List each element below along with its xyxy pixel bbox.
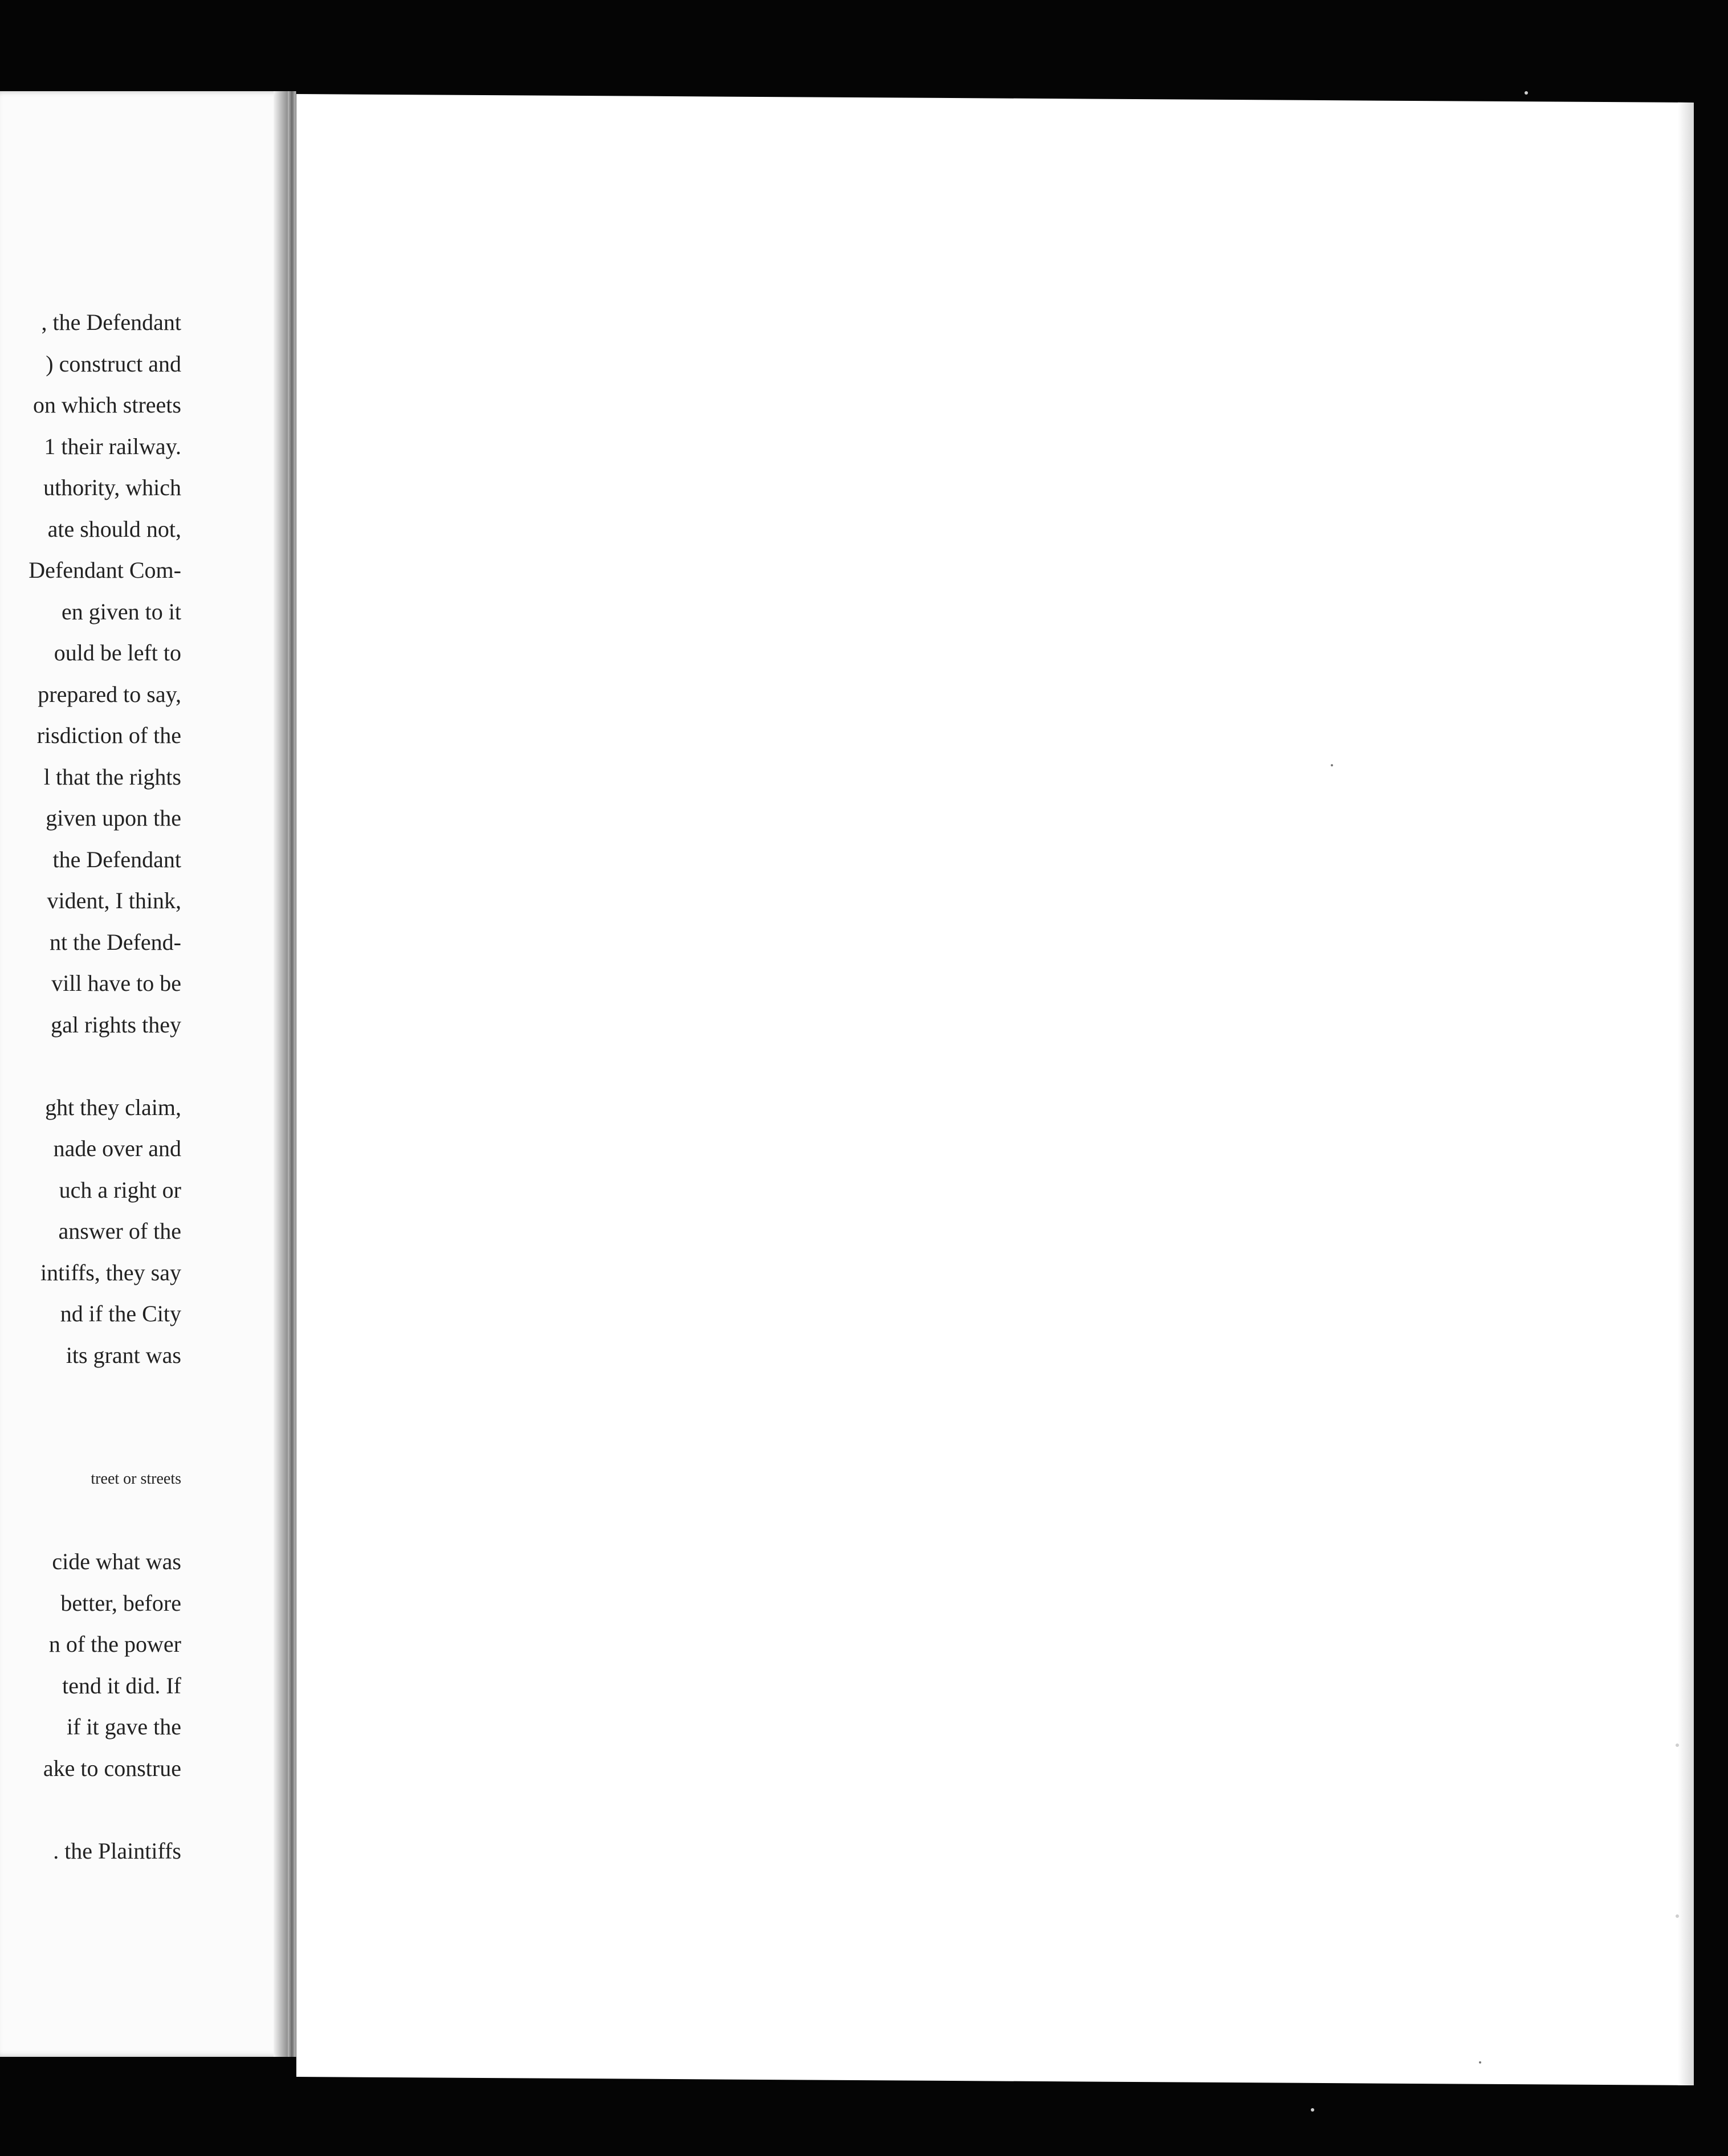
text-line: tend it did. If xyxy=(62,1672,181,1698)
left-page xyxy=(0,91,296,2057)
right-page-edge xyxy=(1678,103,1694,2085)
text-line: the Defendant xyxy=(52,846,181,872)
page-speck xyxy=(1331,764,1333,766)
footnote-line: treet or streets xyxy=(91,1470,181,1488)
text-line: 1 their railway. xyxy=(44,433,181,459)
text-line: gal rights they xyxy=(51,1011,181,1038)
text-line: ate should not, xyxy=(47,516,181,542)
dust-mark xyxy=(1311,2108,1314,2112)
text-line: ould be left to xyxy=(54,640,181,665)
text-line: . the Plaintiffs xyxy=(53,1838,181,1864)
text-line: better, before xyxy=(60,1590,181,1616)
dust-mark xyxy=(1525,91,1528,95)
text-line: answer of the xyxy=(58,1218,181,1244)
text-line: if it gave the xyxy=(66,1714,181,1740)
dust-mark xyxy=(1676,1743,1679,1747)
line-gap xyxy=(0,1418,181,1459)
text-line: ake to construe xyxy=(43,1755,181,1781)
right-blank-page xyxy=(296,94,1694,2085)
text-line: Defendant Com- xyxy=(28,557,181,583)
dust-mark xyxy=(1676,1914,1679,1918)
text-line: nade over and xyxy=(53,1136,181,1161)
text-line: ght they claim, xyxy=(45,1094,181,1120)
left-page-text xyxy=(0,302,181,1872)
text-line: given upon the xyxy=(46,805,181,831)
text-line: on which streets xyxy=(33,392,181,418)
text-line: l that the rights xyxy=(43,763,181,790)
text-line: nt the Defend- xyxy=(49,929,181,955)
text-line: its grant was xyxy=(66,1342,181,1368)
text-line: risdiction of the xyxy=(36,722,181,748)
text-line: n of the power xyxy=(48,1631,181,1657)
text-line: intiffs, they say xyxy=(40,1259,181,1285)
text-line: ) construct and xyxy=(46,350,181,377)
text-line: uch a right or xyxy=(59,1177,181,1203)
text-line: , the Defendant xyxy=(41,309,181,335)
text-line: uthority, which xyxy=(43,475,181,500)
line-gap xyxy=(0,1789,181,1831)
line-gap xyxy=(0,1046,181,1087)
binding-edge xyxy=(288,91,296,2057)
text-line: nd if the City xyxy=(60,1301,181,1326)
text-line: en given to it xyxy=(62,598,181,624)
line-gap xyxy=(0,1376,181,1418)
text-line: cide what was xyxy=(52,1549,181,1574)
text-line: vill have to be xyxy=(51,970,181,996)
page-speck xyxy=(1479,2061,1481,2064)
text-line: prepared to say, xyxy=(38,681,181,707)
line-gap xyxy=(0,1500,181,1542)
text-line: vident, I think, xyxy=(47,888,181,913)
